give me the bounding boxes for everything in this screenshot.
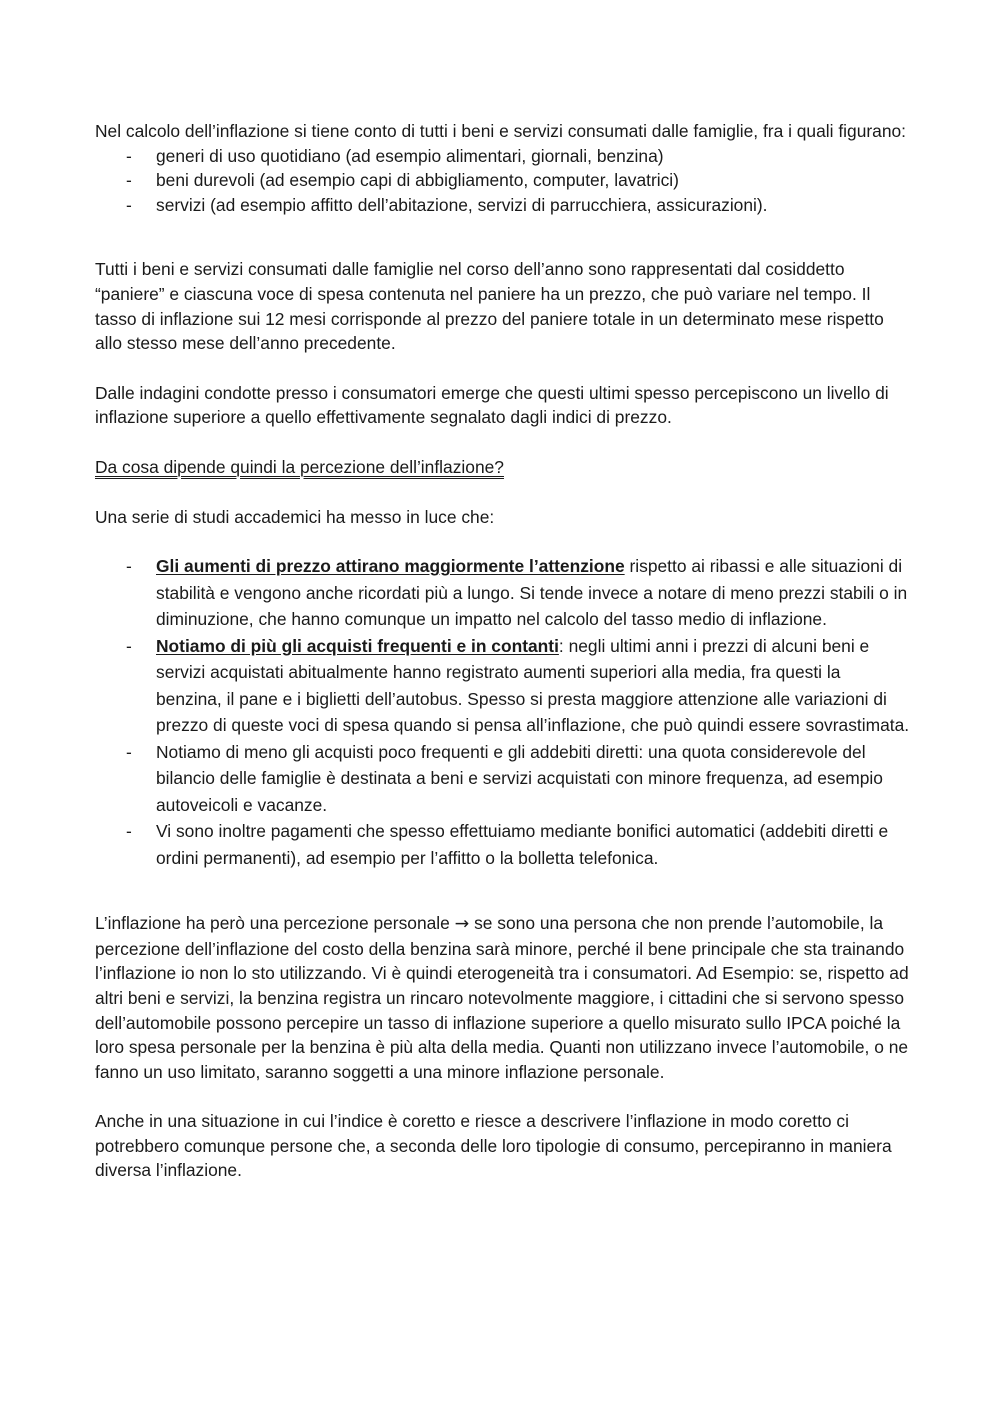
document-page — [95, 119, 910, 1183]
intro-paragraph: Nel calcolo dell’inflazione si tiene conto di tutti i beni e servizi consumati dalle famiglie, fra i quali figurano: — [95, 121, 907, 141]
item-text: rispetto ai ribassi e alle situazioni di stabilità e vengono anche ricordati più a lungo. Si tende invece a notare di meno prezzi stabili o in diminuzione, che hanno comunque un impatto nel calcolo del tasso medio di inflazione. — [156, 556, 908, 630]
personal-lead: L’inflazione ha però una percezione personale — [95, 913, 455, 934]
list-item: - beni durevoli (ad esempio capi di abbigliamento, computer, lavatrici) — [95, 168, 910, 193]
list-item — [95, 633, 910, 739]
arrow-icon: → — [454, 914, 470, 935]
list-item — [95, 818, 910, 871]
closing-paragraph: Anche in una situazione in cui l’indice è coretto e riesce a descrivere l’inflazione in modo coretto ci potrebbero comunque persone che, a seconda delle loro tipologie di consumo, percepiranno in maniera diversa l’inflazione. — [95, 1111, 892, 1181]
item-text: : negli ultimi anni i prezzi di alcuni beni e servizi acquistati abitualmente hanno registrato aumenti superiori alla media, fra questi la benzina, il pane e i biglietti dell’autobus. Spesso si presta maggiore attenzione alle variazioni di prezzo di queste voci di spesa quando si pensa all’inflazione, che può quindi essere sovrastimata. — [156, 635, 910, 736]
list-item: - generi di uso quotidiano (ad esempio alimentari, giornali, benzina) — [95, 144, 910, 169]
section-question-heading — [95, 455, 910, 480]
personal-text: se sono una persona che non prende l’automobile, la percezione dell’inflazione del costo della benzina sarà minore, perché il bene principale che sta trainando l’inflazione io non lo sto utilizzando. Vi è quindi eterogeneità tra i consumatori. Ad Esempio: se, rispetto ad altri beni e servizi, la benzina registra un rincaro notevolmente maggiore, i cittadini che si servono spesso dell’automobile possono percepire un tasso di inflazione superiore a quello misurato sullo IPCA poiché la loro spesa personale per la benzina è più alta della media. Quanti non utilizzano invece l’automobile, o ne fanno un uso limitato, saranno soggetti a una minore inflazione personale. — [95, 913, 909, 1082]
list-item: - servizi (ad esempio affitto dell’abitazione, servizi di parrucchiera, assicurazioni). — [95, 193, 910, 218]
item-text: Notiamo di meno gli acquisti poco frequenti e gli addebiti diretti: una quota considerevole del bilancio delle famiglie è destinata a beni e servizi acquistati con minore frequenza, ad esempio autoveicoli e vacanze. — [156, 741, 883, 815]
emphasis-text: Notiamo di più gli acquisti frequenti e in contanti — [156, 635, 559, 656]
consumption-list — [95, 144, 910, 218]
question-heading-text: Da cosa dipende quindi la percezione dell’inflazione? — [95, 456, 504, 477]
studies-intro: Una serie di studi accademici ha messo in luce che: — [95, 506, 495, 527]
indagini-paragraph: Dalle indagini condotte presso i consumatori emerge che questi ultimi spesso percepiscono un livello di inflazione superiore a quello effettivamente segnalato dagli indici di prezzo. — [95, 382, 889, 428]
item-text: Vi sono inoltre pagamenti che spesso effettuiamo mediante bonifici automatici (addebiti diretti e ordini permanenti), ad esempio per l’affitto o la bolletta telefonica. — [156, 821, 889, 868]
personal-paragraph — [95, 911, 910, 1084]
emphasis-text: Gli aumenti di prezzo attirano maggiormente l’attenzione — [156, 556, 625, 577]
list-item — [95, 553, 910, 633]
list-item — [95, 739, 910, 819]
paniere-paragraph: Tutti i beni e servizi consumati dalle famiglie nel corso dell’anno sono rappresentati dal cosiddetto “paniere” e ciascuna voce di spesa contenuta nel paniere ha un prezzo, che può variare nel tempo. Il tasso di inflazione sui 12 mesi corrisponde al prezzo del paniere totale in un determinato mese rispetto allo stesso mese dell’anno precedente. — [95, 259, 884, 354]
studies-list — [95, 553, 910, 871]
